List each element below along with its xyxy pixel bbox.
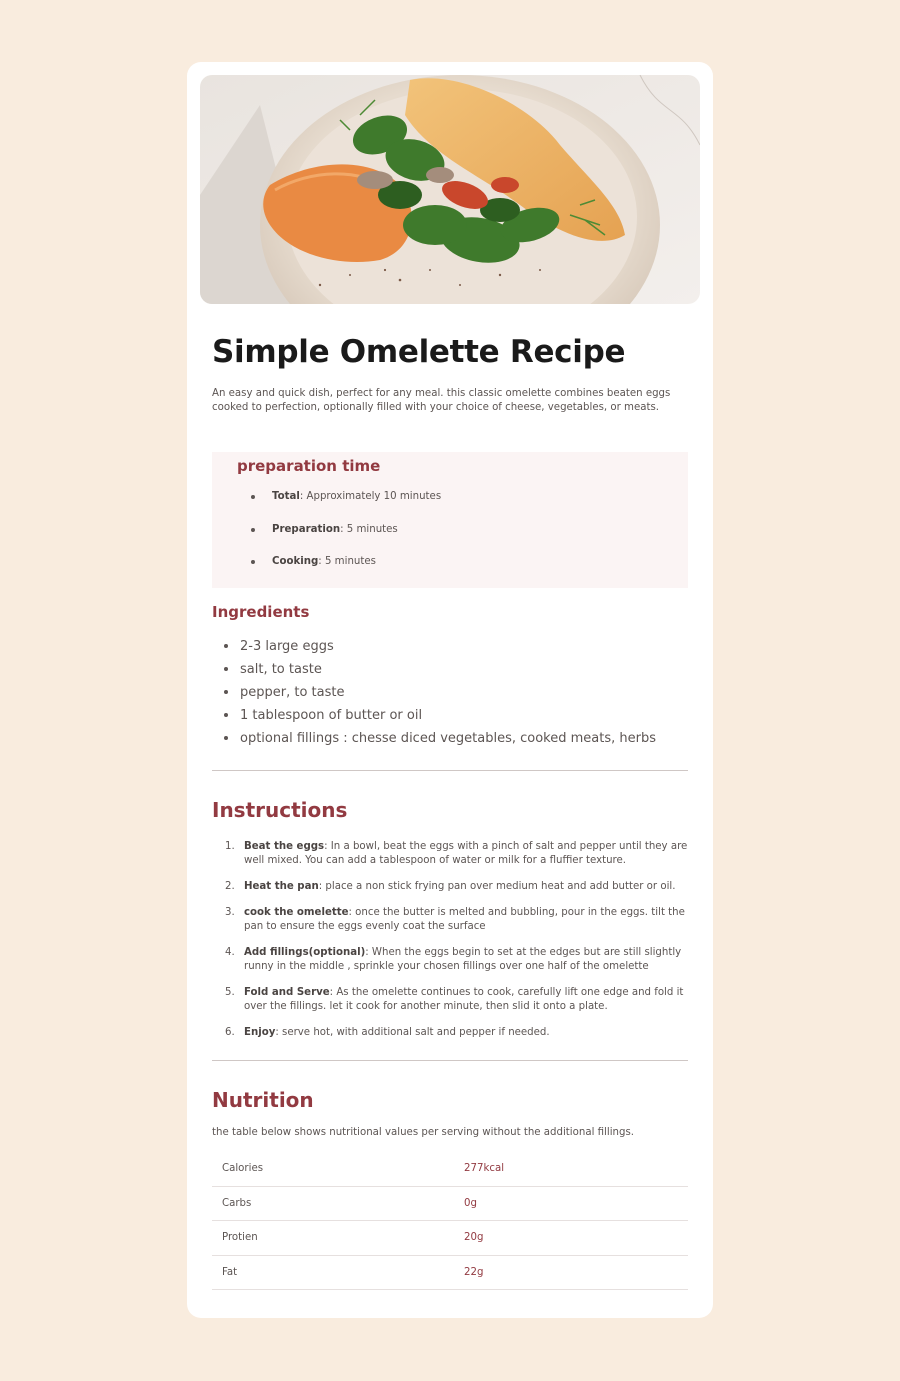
section-divider bbox=[212, 770, 688, 771]
nutrient-name: Protien bbox=[212, 1221, 464, 1255]
ingredients-list bbox=[212, 638, 688, 747]
recipe-card bbox=[187, 62, 713, 1318]
omelette-hero-image bbox=[200, 75, 700, 304]
step-text: : When the eggs begin to set at the edges but are still slightly runny in the middle , sprinkle your chosen fillings over one half of the omelette bbox=[244, 947, 682, 972]
nutrition-heading: Nutrition bbox=[212, 1088, 314, 1112]
list-item: optional fillings : chesse diced vegetables, cooked meats, herbs bbox=[212, 730, 688, 747]
list-item: pepper, to taste bbox=[212, 684, 688, 701]
step-label: cook the omelette bbox=[244, 907, 349, 918]
step-number: 1. bbox=[225, 841, 235, 852]
step-label: Fold and Serve bbox=[244, 987, 330, 998]
instructions-section bbox=[212, 798, 688, 1040]
list-item bbox=[212, 986, 688, 1014]
table-row bbox=[212, 1152, 688, 1186]
section-divider bbox=[212, 1060, 688, 1061]
prep-value: : Approximately 10 minutes bbox=[299, 491, 442, 502]
prep-label: Preparation bbox=[272, 523, 341, 535]
table-row bbox=[212, 1186, 688, 1220]
list-item bbox=[237, 490, 663, 504]
step-text: : In a bowl, beat the eggs with a pinch of salt and pepper until they are well mixed. You can add a tablespoon of water or milk for a fluffier texture. bbox=[244, 841, 688, 866]
list-item bbox=[212, 1026, 688, 1040]
list-item: 1 tablespoon of butter or oil bbox=[212, 707, 688, 724]
nutrient-value: 22g bbox=[464, 1255, 688, 1289]
prep-value: : 5 minutes bbox=[340, 523, 398, 535]
step-number: 2. bbox=[225, 881, 235, 892]
instructions-heading: Instructions bbox=[212, 798, 348, 822]
step-number: 6. bbox=[225, 1027, 235, 1038]
step-label: Beat the eggs bbox=[244, 841, 325, 852]
nutrient-name: Calories bbox=[212, 1152, 464, 1186]
nutrition-table bbox=[212, 1152, 688, 1290]
recipe-title: Simple Omelette Recipe bbox=[212, 334, 626, 370]
nutrient-value: 277kcal bbox=[464, 1152, 688, 1186]
list-item bbox=[212, 880, 688, 894]
prep-value: : 5 minutes bbox=[318, 556, 376, 567]
ingredients-heading: Ingredients bbox=[212, 603, 310, 621]
nutrient-name: Carbs bbox=[212, 1186, 464, 1220]
nutrition-description: the table below shows nutritional values per serving without the additional fillings. bbox=[212, 1127, 635, 1138]
step-text: : place a non stick frying pan over medium heat and add butter or oil. bbox=[318, 881, 676, 892]
nutrition-section bbox=[212, 1088, 688, 1290]
step-number: 5. bbox=[225, 987, 235, 998]
prep-label: Total bbox=[272, 491, 300, 502]
recipe-intro: An easy and quick dish, perfect for any meal. this classic omelette combines beaten eggs cooked to perfection, optionally filled with your choice of cheese, vegetables, or meats. bbox=[212, 388, 671, 413]
step-label: Enjoy bbox=[244, 1027, 276, 1038]
nutrient-name: Fat bbox=[212, 1255, 464, 1289]
step-label: Heat the pan bbox=[244, 881, 319, 892]
preparation-time-box bbox=[212, 452, 688, 588]
list-item bbox=[212, 906, 688, 934]
list-item bbox=[212, 946, 688, 974]
instructions-list bbox=[212, 840, 688, 1040]
list-item: 2-3 large eggs bbox=[212, 638, 688, 655]
table-row bbox=[212, 1221, 688, 1255]
list-item bbox=[212, 840, 688, 868]
step-text: : serve hot, with additional salt and pepper if needed. bbox=[275, 1027, 550, 1038]
nutrient-value: 0g bbox=[464, 1186, 688, 1220]
preparation-time-list bbox=[237, 490, 663, 569]
list-item: salt, to taste bbox=[212, 661, 688, 678]
step-label: Add fillings(optional) bbox=[244, 947, 366, 958]
list-item bbox=[237, 555, 663, 569]
preparation-time-heading: preparation time bbox=[237, 457, 381, 475]
step-number: 4. bbox=[225, 947, 235, 958]
step-number: 3. bbox=[225, 907, 235, 918]
ingredients-section bbox=[212, 603, 688, 747]
prep-label: Cooking bbox=[272, 556, 319, 567]
list-item bbox=[237, 523, 663, 537]
step-text: : once the butter is melted and bubbling, pour in the eggs. tilt the pan to ensure the eggs evenly coat the surface bbox=[244, 907, 685, 932]
step-text: : As the omelette continues to cook, carefully lift one edge and fold it over the fillings. let it cook for another minute, then slid it onto a plate. bbox=[244, 987, 684, 1012]
nutrient-value: 20g bbox=[464, 1221, 688, 1255]
table-row bbox=[212, 1255, 688, 1289]
